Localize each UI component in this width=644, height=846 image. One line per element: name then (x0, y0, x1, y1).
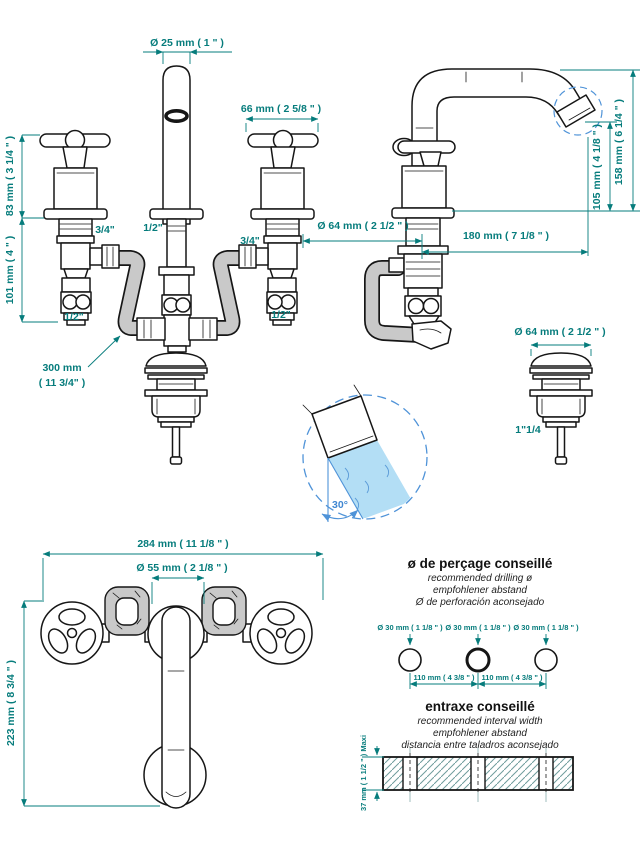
side-view (303, 69, 640, 349)
left-union-ring (105, 587, 149, 635)
dim-body-height: 101 mm ( 4 " ) (4, 235, 16, 305)
dim-wall-height: 223 mm ( 8 3/4 " ) (5, 659, 17, 747)
wall-spout-tube (162, 607, 190, 808)
label-right-bottom-thread: 1/2" (271, 309, 291, 321)
popup-drain-drawing (145, 353, 207, 464)
spout-angle-detail (303, 385, 427, 522)
drilling-guide (377, 556, 579, 689)
label-left-thread: 3/4" (95, 224, 115, 236)
drill-hole-2 (467, 649, 489, 671)
dim-spacing-1: 110 mm ( 4 3/8 " ) (413, 673, 475, 682)
interval-guide (359, 699, 573, 811)
drain-detail-drawing (530, 353, 592, 464)
dim-wall-thickness: 37 mm ( 1 1/2 " ) Maxi (359, 734, 368, 812)
dim-spacing-2: 110 mm ( 4 3/8 " ) (481, 673, 543, 682)
dim-hole-3: Ø 30 mm ( 1 1/8 " ) (513, 623, 579, 632)
drill-hole-1 (399, 649, 421, 671)
drill-hole-3 (535, 649, 557, 671)
label-hose-length-inch: ( 11 3/4" ) (38, 377, 86, 389)
interval-title: entraxe conseillé (425, 699, 535, 714)
front-view (4, 37, 321, 464)
right-knob (250, 602, 312, 664)
interval-subtitle-en: recommended interval width (417, 716, 543, 727)
drilling-subtitle-de: empfohlener abstand (433, 585, 527, 596)
drilling-subtitle-en: recommended drilling ø (427, 573, 533, 584)
label-drain-thread: 1"1/4 (515, 424, 541, 436)
aerator (166, 111, 187, 121)
dim-handle-height: 83 mm ( 3 1/4 " ) (4, 135, 16, 217)
dim-hole-2: Ø 30 mm ( 1 1/8 " ) (445, 623, 511, 632)
right-union-ring (202, 587, 246, 635)
hole-leaders (410, 634, 546, 645)
interval-subtitle-de: empfohlener abstand (433, 728, 527, 739)
dim-handle-width: 66 mm ( 2 5/8 " ) (240, 103, 322, 115)
dim-spout-diameter: Ø 25 mm ( 1 " ) (150, 37, 224, 49)
dim-offset-diameter: Ø 64 mm ( 2 1/2 " ) (317, 220, 409, 232)
label-center-thread: 1/2" (143, 222, 163, 234)
dim-total-height: 158 mm ( 6 1/4 " ) (613, 98, 625, 186)
dim-escutcheon-diameter: Ø 55 mm ( 2 1/8 " ) (136, 562, 228, 574)
wall-mount-view (5, 538, 323, 808)
dim-wall-width: 284 mm ( 11 1/8 " ) (137, 538, 229, 550)
dim-hole-1: Ø 30 mm ( 1 1/8 " ) (377, 623, 443, 632)
wall-mixer-drawing (41, 587, 312, 808)
drain-detail (514, 326, 605, 464)
drilling-title: ø de perçage conseillé (407, 556, 553, 571)
dim-outlet-height: 105 mm ( 4 1/8 " ) (591, 123, 603, 211)
label-right-thread: 3/4" (240, 235, 260, 247)
center-spout-column (137, 66, 217, 352)
label-spout-angle: 30° (332, 499, 348, 511)
label-hose-length-mm: 300 mm (42, 362, 82, 374)
drilling-subtitle-es: Ø de perforación aconsejado (415, 597, 545, 608)
label-left-bottom-thread: 1/2" (64, 311, 84, 323)
interval-subtitle-es: distancia entre taladros aconsejado (401, 740, 559, 751)
left-knob (41, 602, 103, 664)
right-valve-drawing (239, 131, 318, 326)
side-spout-body (389, 69, 602, 349)
wall-section-drawing (383, 748, 573, 802)
dim-reach: 180 mm ( 7 1/8 " ) (462, 230, 550, 242)
dim-drain-cap-diameter: Ø 64 mm ( 2 1/2 " ) (514, 326, 606, 338)
